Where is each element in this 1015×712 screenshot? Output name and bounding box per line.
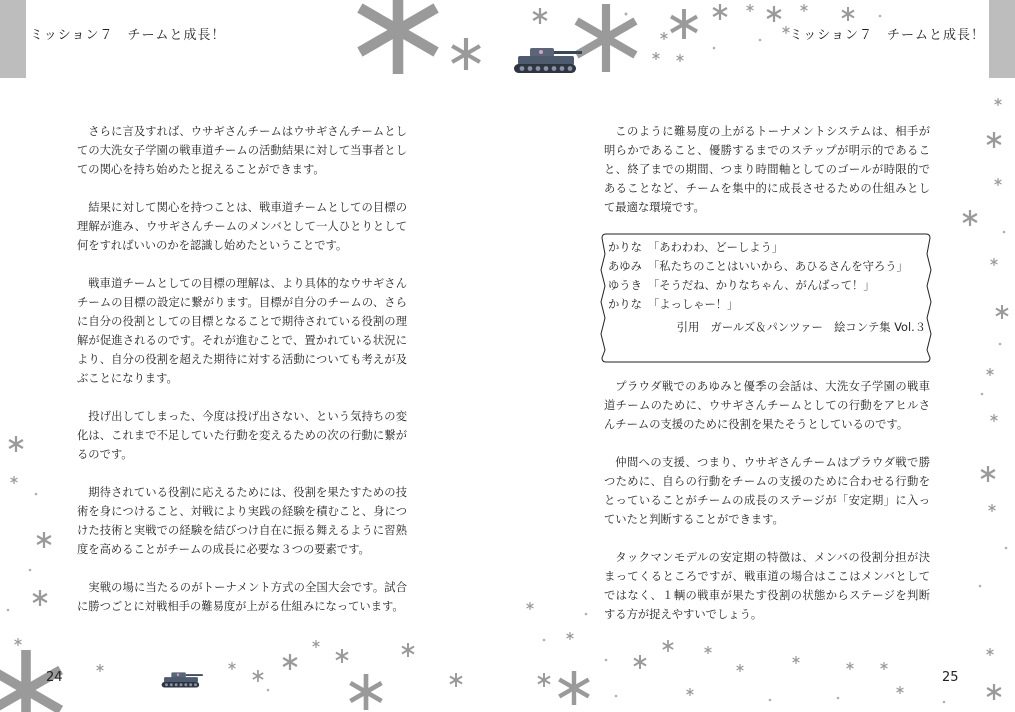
quote-text: 「あわわわ、どーしよう」 bbox=[648, 241, 784, 254]
page-number-right: 25 bbox=[942, 670, 959, 685]
tank-illustration-icon bbox=[508, 42, 584, 76]
quote-line bbox=[608, 295, 926, 314]
quote-citation: 引用 ガールズ＆パンツァー 絵コンテ集 Vol.３ bbox=[676, 321, 926, 334]
body-paragraph: 投げ出してしまった、今度は投げ出さない、という気持ちの変化は、これまで不足していた行動を変えるための次の行動に繋がるのです。 bbox=[77, 410, 407, 461]
left-page-tab bbox=[0, 0, 26, 78]
body-paragraph: 仲間への支援、つまり、ウサギさんチームはプラウダ戦で勝つために、自らの行動をチームの支援のために合わせる行動をとっていることがチームの成長のステージが「安定期」に入っていたと判断することができます。 bbox=[604, 456, 930, 526]
body-paragraph: このように難易度の上がるトーナメントシステムは、相手が明らかであること、優勝するまでのステップが明示的であること、終了までの期間、つまり時間軸としてのゴールが時限的であることなど、チームを集中的に成長させるための仕組みとして最適な環境です。 bbox=[604, 125, 930, 214]
quote-speaker: かりな bbox=[608, 298, 642, 311]
quote-text: 「よっしゃー！」 bbox=[648, 298, 739, 311]
quote-line bbox=[608, 276, 926, 295]
left-page-body bbox=[77, 122, 407, 635]
quote-speaker: あゆみ bbox=[608, 260, 642, 273]
body-paragraph: プラウダ戦でのあゆみと優季の会話は、大洗女子学園の戦車道チームのために、ウサギさんチームとしての行動をアヒルさんチームの支援のために役割を果たそうとしているのです。 bbox=[604, 380, 930, 431]
body-paragraph: 期待されている役割に応えるためには、役割を果たすための技術を身につけること、対戦により実践の経験を積むこと、身につけた技術と実戦での経験を結びつけ自在に振る舞えるように習熟度を高めることがチームの成長に必要な３つの要素です。 bbox=[77, 486, 407, 556]
body-paragraph: 戦車道チームとしての目標の理解は、より具体的なウサギさんチームの目標の設定に繋がります。目標が自分のチームの、さらに自分の役割としての目標となることで期待されている役割の理解が促進されるのです。それが進むことで、置かれている状況により、自分の役割を超えた期待に対する活動についても考えが及ぶことになります。 bbox=[77, 277, 407, 385]
body-paragraph: 実戦の場に当たるのがトーナメント方式の全国大会です。試合に勝つごとに対戦相手の難易度が上がる仕組みになっています。 bbox=[77, 581, 407, 613]
page-number-left: 24 bbox=[46, 670, 63, 685]
quote-speaker: かりな bbox=[608, 241, 642, 254]
body-paragraph: 結果に対して関心を持つことは、戦車道チームとしての目標の理解が進み、ウサギさんチームのメンバとして一人ひとりとして何をすればいいのかを認識し始めたということです。 bbox=[77, 201, 407, 252]
right-page-header: ミッション７ チームと成長！ bbox=[789, 28, 985, 43]
body-paragraph: タックマンモデルの安定期の特徴は、メンバの役割分担が決まってくるところですが、戦車道の場合はここはメンバとしてではなく、１輌の戦車が果たす役割の状態からステージを判断する方が捉えやすいでしょう。 bbox=[604, 551, 930, 621]
tank-illustration-icon bbox=[158, 668, 204, 690]
body-paragraph: さらに言及すれば、ウサギさんチームはウサギさんチームとしての大洗女子学園の戦車道チームの活動結果に対して当事者としての関心を持ち始めたと捉えることができます。 bbox=[77, 125, 407, 176]
quote-text: 「そうだね、かりなちゃん、がんばって！」 bbox=[648, 279, 875, 292]
right-page-tab bbox=[989, 0, 1015, 78]
quote-box bbox=[604, 236, 930, 351]
right-page-body bbox=[604, 122, 930, 643]
quote-line bbox=[608, 238, 926, 257]
quote-line bbox=[608, 257, 926, 276]
left-page-header: ミッション７ チームと成長！ bbox=[30, 28, 226, 43]
quote-text: 「私たちのことはいいから、あひるさんを守ろう」 bbox=[648, 260, 908, 273]
quote-speaker: ゆうき bbox=[608, 279, 642, 292]
